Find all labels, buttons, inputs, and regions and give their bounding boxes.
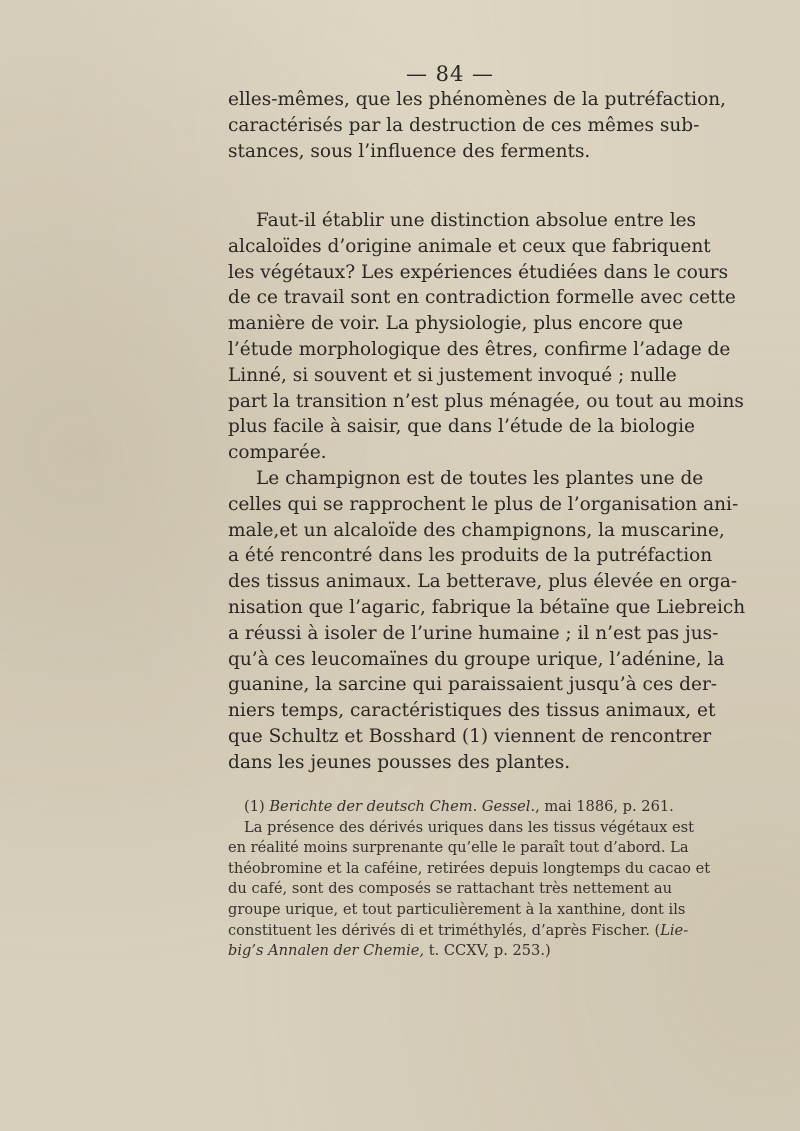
footnote-line: en réalité moins surprenante qu’elle le paraît tout d’abord. La [228, 839, 689, 857]
text-line: part la transition n’est plus ménagée, ou tout au moins [228, 390, 744, 412]
text-line: qu’à ces leucomaïnes du groupe urique, l’adénine, la [228, 648, 725, 670]
footnote-source-details: , mai 1886, p. 261. [535, 798, 674, 815]
text-line: les végétaux? Les expériences étudiées dans le cours [228, 261, 729, 283]
footnote-line: groupe urique, et tout particulièrement à la xanthine, dont ils [228, 900, 686, 918]
paragraph-continuation [228, 87, 727, 164]
footnote-source-title: Berichte der deutsch Chem. Gessel. [269, 798, 536, 815]
text-line: dans les jeunes pousses des plantes. [228, 751, 571, 773]
text-line: alcaloïdes d’origine animale et ceux que fabriquent [228, 235, 711, 257]
footnote-line: constituent les dérivés di et triméthylés, d’après Fischer. (Lie- [228, 921, 689, 939]
footnote-marker: (1) [244, 798, 265, 815]
text-line: a été rencontré dans les produits de la putréfaction [228, 545, 713, 567]
footnote-line: big’s Annalen der Chemie, t. CCXV, p. 253.) [228, 942, 551, 960]
paragraph-distinction [228, 208, 744, 466]
footnote-line: du café, sont des composés se rattachant très nettement au [228, 880, 672, 898]
text-line: Le champignon est de toutes les plantes une de [256, 468, 704, 489]
text-line: guanine, la sarcine qui paraissaient jusqu’à ces der- [228, 674, 718, 696]
text-line: a réussi à isoler de l’urine humaine ; il n’est pas jus- [228, 622, 719, 644]
text-line: elles-mêmes, que les phénomènes de la putréfaction, [228, 89, 727, 110]
text-line: plus facile à saisir, que dans l’étude de la biologie [228, 416, 695, 438]
paragraph-champignon [228, 466, 746, 776]
text-line: Faut-il établir une distinction absolue entre les [256, 210, 697, 231]
text-line: caractérisés par la destruction de ces mêmes sub- [228, 114, 700, 136]
footnote [228, 797, 711, 962]
footnote-line: La présence des dérivés uriques dans les tissus végétaux est [244, 818, 694, 836]
text-line: des tissus animaux. La betterave, plus élevée en orga- [228, 571, 738, 593]
footnote-italic: big’s Annalen der Chemie, [228, 942, 425, 960]
text-line: l’étude morphologique des êtres, confirme l’adage de [228, 338, 731, 360]
text-line: male,et un alcaloïde des champignons, la muscarine, [228, 519, 725, 541]
page-number: — 84 — [405, 62, 495, 86]
text-line: manière de voir. La physiologie, plus encore que [228, 313, 684, 335]
footnote-line: théobromine et la caféine, retirées depuis longtemps du cacao et [228, 859, 711, 877]
text-line: stances, sous l’influence des ferments. [228, 140, 591, 162]
text-line: nisation que l’agaric, fabrique la bétaïne que Liebreich [228, 596, 746, 618]
text-line: Linné, si souvent et si justement invoqué ; nulle [228, 364, 677, 386]
text-line: celles qui se rapprochent le plus de l’organisation ani- [228, 493, 739, 515]
text-line: que Schultz et Bosshard (1) viennent de rencontrer [228, 725, 712, 747]
footnote-italic: Lie- [660, 921, 689, 939]
text-line: comparée. [228, 442, 327, 464]
text-line: niers temps, caractéristiques des tissus animaux, et [228, 700, 716, 722]
text-line: de ce travail sont en contradiction formelle avec cette [228, 287, 736, 309]
footnote-citation [244, 797, 672, 818]
